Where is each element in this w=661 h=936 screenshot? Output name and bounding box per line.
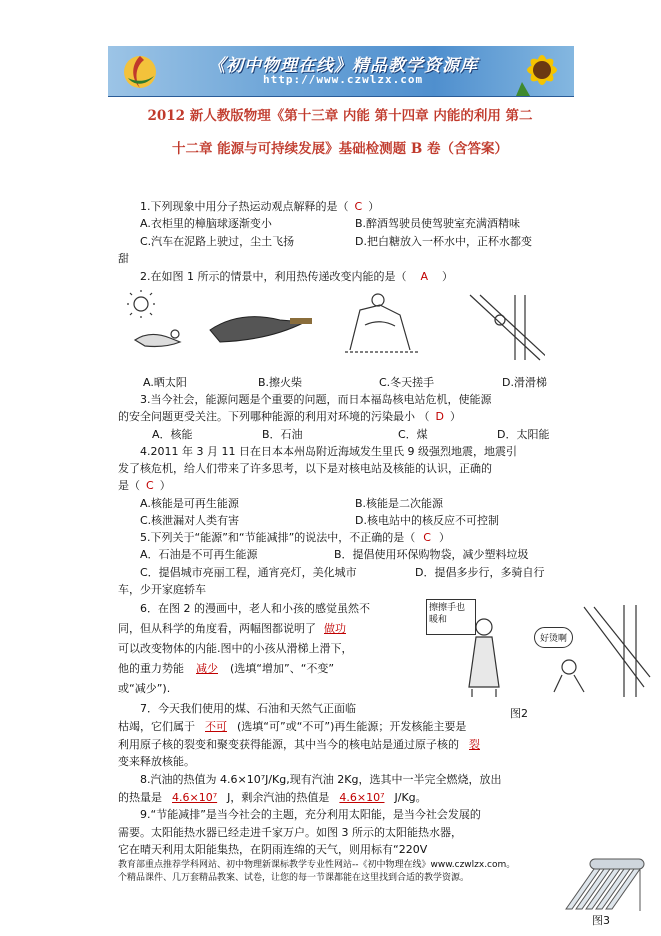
q1-option-b: B.醉酒驾驶员使驾驶室充满酒精味 bbox=[355, 217, 521, 230]
q4-line1: 4.2011 年 3 月 11 日在日本本州岛附近海域发生里氏 9 级强烈地震，地震引 bbox=[140, 445, 517, 458]
q4-line2: 发了核危机，给人们带来了许多思考，以下是对核电站及核能的认识，正确的 bbox=[118, 462, 492, 475]
q4-option-a: A.核能是可再生能源 bbox=[140, 497, 239, 510]
q6-line5: 或“减少”). bbox=[118, 682, 171, 695]
q3-option-c: C．煤 bbox=[398, 428, 428, 441]
q5-answer: C bbox=[423, 531, 431, 544]
solar-water-heater-icon bbox=[560, 855, 650, 913]
q5-option-b: B．提倡使用环保购物袋，减少塑料垃圾 bbox=[334, 548, 529, 561]
q9-line1: 9.“节能减排”是当今社会的主题，充分利用太阳能，是当今社会发展的 bbox=[140, 808, 481, 821]
q4-line3: 是（ C ） bbox=[118, 479, 171, 492]
sunflower-icon bbox=[510, 46, 570, 96]
q2-stem: 2.在如图 1 所示的情景中，利用热传递改变内能的是（ A ） bbox=[140, 270, 454, 283]
q1-option-a: A.衣柜里的樟脑球逐渐变小 bbox=[140, 217, 272, 230]
striking-match-icon bbox=[210, 317, 312, 342]
figure-2-bubble-right: 好烫啊 bbox=[534, 627, 573, 648]
q2-option-b: B.擦火柴 bbox=[258, 376, 303, 389]
q7-line2: 枯竭，它们属于 不可 (选填“可”或“不可”)再生能源；开发核能主要是 bbox=[118, 720, 467, 733]
document-title-line2: 十二章 能源与可持续发展》基础检测题 B 卷（含答案） bbox=[171, 141, 508, 157]
q2-answer: A bbox=[420, 270, 429, 283]
q2-option-c: C.冬天搓手 bbox=[379, 376, 435, 389]
q3-line2: 的安全问题更受关注。下列哪种能源的利用对环境的污染最小 （ D ） bbox=[118, 410, 461, 423]
q3-option-b: B．石油 bbox=[262, 428, 303, 441]
q8-line2: 的热量是 4.6×10⁷ J，剩余汽油的热值是 4.6×10⁷ J/Kg。 bbox=[118, 791, 427, 804]
q7-line4: 变来释放核能。 bbox=[118, 755, 195, 768]
q4-option-b: B.核能是二次能源 bbox=[355, 497, 444, 510]
figure-2-comic bbox=[424, 597, 652, 705]
footer-line2: 个精品课件、几万套精品教案、试卷，让您的每一节课都能在这里找到合适的教学资源。 bbox=[118, 873, 470, 883]
q9-line3: 它在晴天利用太阳能集热，在阴雨连绵的天气，则用标有“220V bbox=[118, 843, 428, 856]
q3-option-d: D．太阳能 bbox=[497, 428, 550, 441]
q4-option-d: D.核电站中的核反应不可控制 bbox=[355, 514, 499, 527]
q3-line1: 3.当今社会，能源问题是个重要的问题，而日本福岛核电站危机，使能源 bbox=[140, 393, 492, 406]
q1-option-d: D.把白糖放入一杯水中，正杯水都变 bbox=[355, 235, 532, 248]
figure-2-bubble-left: 擦擦手也暖和 bbox=[426, 599, 476, 635]
q8-blank-1: 4.6×10⁷ bbox=[172, 791, 218, 804]
figure-1-illustrations bbox=[125, 290, 545, 370]
q6-line3: 可以改变物体的内能.图中的小孩从滑梯上滑下， bbox=[118, 642, 353, 655]
q5-option-c: C．提倡城市亮丽工程，通宵亮灯，美化城市 bbox=[140, 566, 357, 579]
q2-option-a: A.晒太阳 bbox=[143, 376, 187, 389]
site-logo-icon bbox=[122, 52, 158, 90]
q1-option-d-cont: 甜 bbox=[118, 252, 129, 265]
banner-url[interactable]: http://www.czwlzx.com bbox=[263, 73, 424, 86]
q7-line1: 7．今天我们使用的煤、石油和天然气正面临 bbox=[140, 702, 356, 715]
q7-blank-1: 不可 bbox=[205, 720, 227, 733]
figure-2-caption: 图2 bbox=[510, 707, 528, 720]
kid-slide-icon bbox=[554, 605, 650, 697]
q1-stem: 1.下列现象中用分子热运动观点解释的是（ C ） bbox=[140, 200, 380, 213]
q5-option-a: A．石油是不可再生能源 bbox=[140, 548, 258, 561]
header-banner bbox=[108, 46, 574, 97]
q5-option-d-cont: 车，少开家庭轿车 bbox=[118, 583, 206, 596]
rubbing-hands-icon bbox=[345, 294, 420, 352]
q5-option-d: D．提倡多步行，多骑自行 bbox=[415, 566, 545, 579]
sunbathing-icon bbox=[127, 290, 180, 347]
q6-blank-1: 做功 bbox=[324, 622, 346, 635]
q1-answer: C bbox=[354, 200, 363, 213]
banner-title: 《初中物理在线》精品教学资源库 bbox=[208, 56, 478, 76]
q9-line2: 需要。太阳能热水器已经走进千家万户。如图 3 所示的太阳能热水器， bbox=[118, 826, 462, 839]
q7-blank-2: 裂 bbox=[469, 738, 480, 751]
footer-line1: 教育部重点推荐学科网站、初中物理新课标教学专业性网站--《初中物理在线》www.czwlzx.com。 bbox=[118, 860, 516, 870]
q4-answer: C bbox=[146, 479, 154, 492]
q4-option-c: C.核泄漏对人类有害 bbox=[140, 514, 240, 527]
q6-line2: 同，但从科学的角度看，两幅图都说明了 做功 bbox=[118, 622, 354, 636]
q7-line3: 利用原子核的裂变和聚变获得能源，其中当今的核电站是通过原子核的 裂 bbox=[118, 738, 490, 752]
q5-stem: 5.下列关于“能源”和“节能减排”的说法中，不正确的是（ C ） bbox=[140, 531, 450, 544]
q6-line4: 他的重力势能 减少 (选填“增加”、“不变” bbox=[118, 662, 335, 675]
q2-option-d: D.滑滑梯 bbox=[502, 376, 547, 389]
slide-icon bbox=[470, 295, 545, 360]
document-title-line1: 2012 新人教版物理《第十三章 内能 第十四章 内能的利用 第二 bbox=[147, 108, 533, 124]
q8-line1: 8.汽油的热值为 4.6×10⁷J/Kg,现有汽油 2Kg，选其中一半完全燃烧，放出 bbox=[140, 773, 502, 786]
figure-3-caption: 图3 bbox=[592, 914, 610, 927]
q1-option-c: C.汽车在泥路上驶过，尘土飞扬 bbox=[140, 235, 295, 248]
q6-blank-2: 减少 bbox=[196, 662, 218, 675]
q8-blank-2: 4.6×10⁷ bbox=[339, 791, 385, 804]
q3-option-a: A．核能 bbox=[152, 428, 193, 441]
q3-answer: D bbox=[435, 410, 444, 423]
q6-line1: 6．在图 2 的漫画中，老人和小孩的感觉虽然不 bbox=[140, 602, 370, 615]
